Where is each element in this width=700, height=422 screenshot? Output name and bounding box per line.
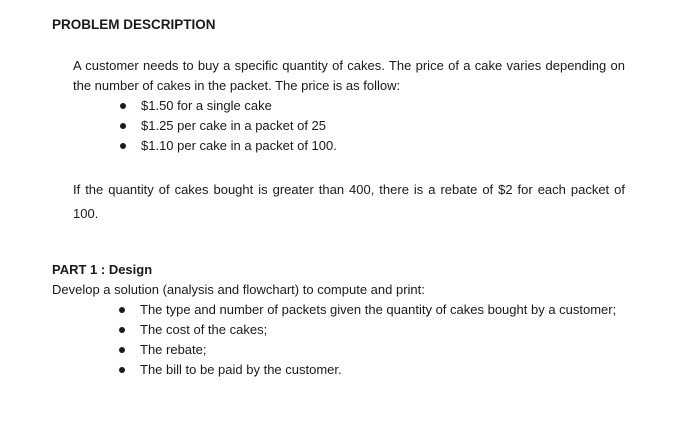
price-item-100: $1.10 per cake in a packet of 100. bbox=[141, 138, 337, 153]
list-item bbox=[119, 340, 629, 360]
bullet-icon bbox=[119, 327, 125, 333]
price-item-single: $1.50 for a single cake bbox=[141, 98, 272, 113]
list-item bbox=[119, 300, 629, 320]
part-title: PART 1 : Design bbox=[52, 262, 153, 277]
bullet-icon bbox=[120, 123, 126, 129]
output-item-packets: The type and number of packets given the quantity of cakes bought by a customer; bbox=[140, 302, 617, 317]
price-list bbox=[120, 96, 337, 156]
bullet-icon bbox=[120, 143, 126, 149]
price-item-25: $1.25 per cake in a packet of 25 bbox=[141, 118, 327, 133]
list-item bbox=[119, 360, 629, 380]
section-heading: PROBLEM DESCRIPTION bbox=[52, 17, 216, 32]
output-item-cost: The cost of the cakes; bbox=[140, 322, 268, 337]
bullet-icon bbox=[119, 367, 125, 373]
output-list bbox=[119, 300, 629, 380]
output-item-bill: The bill to be paid by the customer. bbox=[140, 362, 342, 377]
intro-paragraph: A customer needs to buy a specific quantity of cakes. The price of a cake varies depending on the number of cakes in the packet. The price is as follow: bbox=[73, 58, 625, 93]
list-item bbox=[120, 116, 337, 136]
rebate-paragraph: If the quantity of cakes bought is greater than 400, there is a rebate of $2 for each packet of 100. bbox=[73, 182, 625, 221]
list-item bbox=[120, 136, 337, 156]
list-item bbox=[119, 320, 629, 340]
list-item bbox=[120, 96, 337, 116]
bullet-icon bbox=[119, 307, 125, 313]
part-intro: Develop a solution (analysis and flowchart) to compute and print: bbox=[52, 282, 425, 297]
bullet-icon bbox=[120, 103, 126, 109]
output-item-rebate: The rebate; bbox=[140, 342, 207, 357]
bullet-icon bbox=[119, 347, 125, 353]
